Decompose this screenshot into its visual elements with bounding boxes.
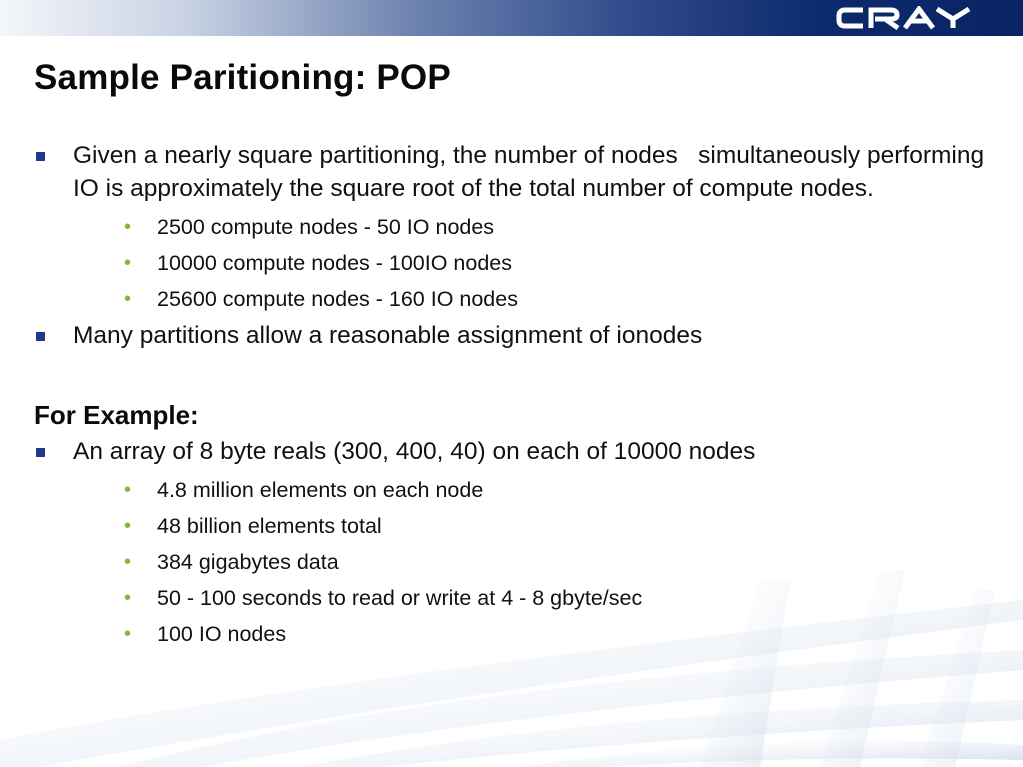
square-bullet-icon (36, 448, 45, 457)
list-item (34, 140, 994, 317)
square-bullet-icon (36, 332, 45, 341)
dot-bullet-icon: • (124, 252, 132, 274)
sub-list-item (73, 245, 994, 281)
sub-list-item (73, 580, 994, 616)
sub-list-item (73, 281, 994, 317)
slide-title: Sample Paritioning: POP (34, 58, 451, 97)
square-bullet-icon (36, 152, 45, 161)
dot-bullet-icon: • (124, 551, 132, 573)
header-bar (0, 0, 1023, 36)
dot-bullet-icon: • (124, 288, 132, 310)
dot-bullet-icon: • (124, 587, 132, 609)
dot-bullet-icon: • (124, 623, 132, 645)
section-heading: For Example: (34, 399, 199, 430)
section2-list (34, 436, 994, 653)
cray-logo (835, 6, 999, 30)
sub-bullet-text: 384 gigabytes data (157, 550, 339, 574)
list-item (34, 436, 994, 653)
dot-bullet-icon: • (124, 515, 132, 537)
logo-text: CRAY (835, 6, 838, 7)
list-item (34, 320, 994, 353)
sub-bullet-text: 50 - 100 seconds to read or write at 4 - 8 gbyte/sec (157, 586, 643, 610)
sub-list (73, 209, 994, 317)
section1-list (34, 140, 994, 353)
dot-bullet-icon: • (124, 479, 132, 501)
sub-bullet-text: 25600 compute nodes - 160 IO nodes (157, 287, 518, 311)
sub-list-item (73, 616, 994, 652)
bullet-text: Many partitions allow a reasonable assignment of ionodes (73, 322, 703, 349)
sub-list-item (73, 472, 994, 508)
sub-bullet-text: 10000 compute nodes - 100IO nodes (157, 251, 513, 275)
bullet-text: Given a nearly square partitioning, the number of nodes simultaneously performing IO is approximately the square root of the total number of compute nodes. (73, 142, 991, 202)
sub-list-item (73, 508, 994, 544)
dot-bullet-icon: • (124, 216, 132, 238)
slide-body (34, 140, 994, 655)
sub-bullet-text: 2500 compute nodes - 50 IO nodes (157, 215, 495, 239)
sub-list-item (73, 544, 994, 580)
sub-list (73, 472, 994, 652)
sub-bullet-text: 48 billion elements total (157, 514, 382, 538)
sub-bullet-text: 4.8 million elements on each node (157, 478, 484, 502)
bullet-text: An array of 8 byte reals (300, 400, 40) on each of 10000 nodes (73, 437, 756, 465)
sub-list-item (73, 209, 994, 245)
sub-bullet-text: 100 IO nodes (157, 622, 287, 646)
